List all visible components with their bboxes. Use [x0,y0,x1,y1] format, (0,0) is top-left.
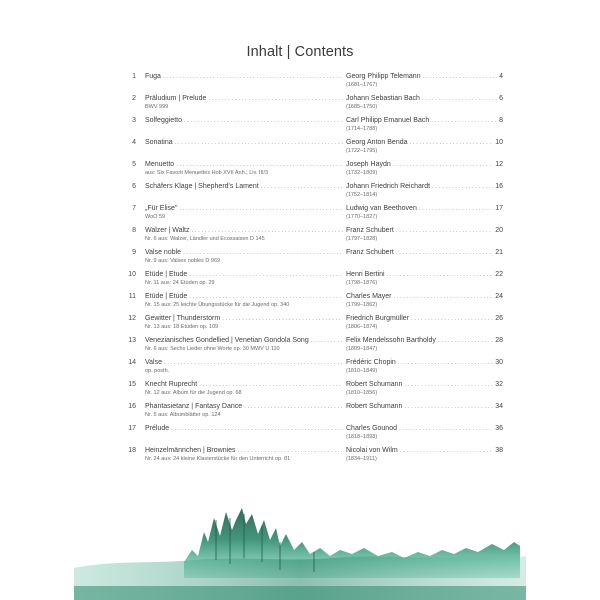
entry-page-number: 34 [495,403,503,410]
dot-leader [423,73,498,82]
dot-leader [171,425,343,434]
entry-title: Prélude [145,425,170,432]
entry-subtitle: Nr. 11 aus: 24 Etüden op. 29 [145,280,215,286]
entry-title: Phantasietanz | Fantasy Dance [145,403,243,410]
dot-leader [432,183,493,192]
toc-entry[interactable] [74,270,526,292]
dot-leader [431,117,497,126]
dot-leader [222,315,343,324]
dot-leader [164,359,343,368]
dot-leader [189,271,343,280]
toc-entry[interactable] [74,314,526,336]
entry-title: Gewitter | Thunderstorm [145,315,221,322]
dot-leader [199,381,343,390]
entry-number: 7 [132,205,136,212]
dot-leader [184,117,343,126]
entry-title-block [145,182,345,204]
entry-composer: Georg Philipp Telemann [346,73,421,80]
entry-page-number: 6 [499,95,503,102]
entry-title: Präludium | Prelude [145,95,207,102]
entry-composer-block [346,292,503,314]
entry-composer-block [346,94,503,116]
dot-leader [398,359,493,368]
entry-composer: Henri Bertini [346,271,385,278]
toc-entry[interactable] [74,292,526,314]
entry-page-number: 17 [495,205,503,212]
toc-entry[interactable] [74,424,526,446]
toc-entry[interactable] [74,160,526,182]
entry-title: Menuetto [145,161,175,168]
dot-leader [238,447,343,456]
entry-title-block [145,292,345,314]
entry-title: Solfeggietto [145,117,182,124]
entry-title: Heinzelmännchen | Brownies [145,447,236,454]
dot-leader [410,139,494,148]
entry-page-number: 4 [499,73,503,80]
dot-leader [176,161,343,170]
entry-page-number: 28 [495,337,503,344]
entry-composer: Robert Schumann [346,403,403,410]
entry-composer-block [346,248,503,270]
entry-number: 9 [132,249,136,256]
dot-leader [396,227,493,236]
entry-subtitle: Nr. 9 aus: Valses nobles D 969 [145,258,221,264]
entry-composer-dates: (1722–1795) [346,148,378,154]
entry-composer-dates: (1732–1809) [346,170,378,176]
entry-number: 17 [128,425,136,432]
entry-composer-dates: (1797–1828) [346,236,378,242]
dot-leader [396,249,493,258]
entry-composer-block [346,358,503,380]
entry-title-block [145,358,345,380]
entry-composer-dates: (1752–1814) [346,192,378,198]
dot-leader [163,73,343,82]
dot-leader [419,205,493,214]
entry-number: 15 [128,381,136,388]
dot-leader [244,403,343,412]
entry-composer-block [346,424,503,446]
entry-composer-dates: (1810–1856) [346,390,378,396]
entry-composer: Felix Mendelssohn Bartholdy [346,337,436,344]
entry-composer-dates: (1798–1876) [346,280,378,286]
dot-leader [404,403,493,412]
entry-composer: Friedrich Burgmüller [346,315,410,322]
entry-title: Valse noble [145,249,182,256]
entry-title-block [145,402,345,424]
entry-page-number: 21 [495,249,503,256]
entry-composer: Franz Schubert [346,249,394,256]
entry-composer: Georg Anton Benda [346,139,408,146]
toc-entry[interactable] [74,380,526,402]
entry-composer: Robert Schumann [346,381,403,388]
ink-base [74,586,526,600]
entry-title-block [145,270,345,292]
entry-subtitle: op. posth. [145,368,170,374]
entry-composer-dates: (1809–1847) [346,346,378,352]
entry-subtitle: WoO 59 [145,214,166,220]
entry-composer: Charles Mayer [346,293,392,300]
dot-leader [261,183,343,192]
entry-title-block [145,248,345,270]
entry-subtitle: Nr. 24 aus: 24 kleine Klavierstücke für den Unterricht op. 81 [145,456,291,462]
entry-title-block [145,424,345,446]
entry-title: Walzer | Waltz [145,227,190,234]
entry-title: Schäfers Klage | Shepherd's Lament [145,183,259,190]
entry-page-number: 10 [495,139,503,146]
entry-composer-dates: (1834–1911) [346,456,377,462]
entry-composer: Nicolai von Wilm [346,447,398,454]
dot-leader [404,381,493,390]
entry-composer-dates: (1770–1827) [346,214,378,220]
entry-composer: Carl Philipp Emanuel Bach [346,117,430,124]
dot-leader [175,139,343,148]
entry-composer-block [346,72,503,94]
entry-title-block [145,314,345,336]
contents-page [74,0,526,600]
entry-composer-block [346,380,503,402]
toc-entry[interactable] [74,336,526,358]
entry-title: Sonatina [145,139,173,146]
toc-entry[interactable] [74,204,526,226]
entry-title-block [145,204,345,226]
dot-leader [438,337,493,346]
dot-leader [393,161,493,170]
entry-composer-block [346,160,503,182]
dot-leader [411,315,493,324]
entry-composer-block [346,336,503,358]
entry-composer-block [346,402,503,424]
entry-title-block [145,94,345,116]
toc-entry[interactable] [74,248,526,270]
entry-composer: Frédéric Chopin [346,359,396,366]
entry-title-block [145,160,345,182]
entry-title-block [145,226,345,248]
dot-leader [399,425,493,434]
toc-entry[interactable] [74,182,526,204]
dot-leader [422,95,497,104]
entry-title-block [145,380,345,402]
dot-leader [191,227,343,236]
entry-page-number: 20 [495,227,503,234]
toc-entry[interactable] [74,226,526,248]
dot-leader [189,293,343,302]
entry-number: 6 [132,183,136,190]
entry-composer: Johann Friedrich Reichardt [346,183,431,190]
dot-leader [208,95,343,104]
toc-entry[interactable] [74,358,526,380]
entry-composer-dates: (1818–1893) [346,434,378,440]
entry-page-number: 30 [495,359,503,366]
entry-page-number: 26 [495,315,503,322]
entry-composer: Franz Schubert [346,227,394,234]
entry-composer-block [346,204,503,226]
entry-composer-dates: (1806–1874) [346,324,378,330]
entry-page-number: 12 [495,161,503,168]
dot-leader [394,293,494,302]
toc-entry[interactable] [74,402,526,424]
toc-entry[interactable] [74,446,526,468]
entry-page-number: 38 [495,447,503,454]
entry-number: 8 [132,227,136,234]
entry-number: 16 [128,403,136,410]
entry-title-block [145,72,345,94]
entry-number: 14 [128,359,136,366]
entry-number: 10 [128,271,136,278]
entry-number: 3 [132,117,136,124]
entry-subtitle: Nr. 6 aus: Walzer, Ländler und Ecossaisen D 145 [145,236,265,242]
dot-leader [183,249,343,258]
entry-number: 2 [132,95,136,102]
page-title: Inhalt | Contents [246,44,354,60]
entry-composer-dates: (1685–1750) [346,104,378,110]
entry-page-number: 8 [499,117,503,124]
toc-entry[interactable] [74,72,526,94]
entry-composer-dates: (1714–1788) [346,126,378,132]
entry-subtitle: BWV 999 [145,104,169,110]
entry-subtitle: aus: Six Favorit Menuettes Hob XVII Anh., Liv. III/3 [145,170,269,176]
dot-leader [311,337,343,346]
entry-composer: Charles Gounod [346,425,397,432]
entry-composer-block [346,182,503,204]
entry-number: 5 [132,161,136,168]
entry-composer-block [346,138,503,160]
entry-title: Venezianisches Gondellied | Venetian Gondola Song [145,337,309,344]
entry-number: 1 [132,73,136,80]
entry-subtitle: Nr. 13 aus: 18 Etüden op. 109 [145,324,219,330]
entry-number: 13 [128,337,136,344]
dot-leader [400,447,493,456]
entry-title: „Für Elise" [145,205,178,212]
entry-title: Etüde | Etude [145,271,188,278]
toc-entry[interactable] [74,116,526,138]
dot-leader [387,271,494,280]
entry-title-block [145,138,345,160]
entry-page-number: 32 [495,381,503,388]
entry-page-number: 36 [495,425,503,432]
entry-composer: Joseph Haydn [346,161,391,168]
dot-leader [179,205,343,214]
entry-composer-dates: (1799–1862) [346,302,378,308]
entry-page-number: 16 [495,183,503,190]
entry-subtitle: Nr. 15 aus: 25 leichte Übungsstücke für die Jugend op. 340 [145,302,290,308]
entry-composer-dates: (1810–1849) [346,368,378,374]
entry-number: 4 [132,139,136,146]
entry-composer-block [346,314,503,336]
watercolor-landscape-illustration [74,490,526,600]
entry-composer: Johann Sebastian Bach [346,95,420,102]
entry-title-block [145,336,345,358]
entry-title-block [145,446,345,468]
entry-number: 18 [128,447,136,454]
toc-entry[interactable] [74,138,526,160]
entry-composer-block [346,226,503,248]
entry-title-block [145,116,345,138]
entry-subtitle: Nr. 6 aus: Sechs Lieder ohne Worte op. 30 MWV U 110 [145,346,280,352]
entry-composer-dates: (1681–1767) [346,82,378,88]
entry-number: 11 [128,293,136,300]
entry-composer: Ludwig van Beethoven [346,205,417,212]
entry-title: Fuga [145,73,161,80]
entry-composer-block [346,116,503,138]
entry-composer-block [346,446,503,468]
entry-title: Etüde | Etude [145,293,188,300]
entry-page-number: 24 [495,293,503,300]
entry-subtitle: Nr. 5 aus: Albumblätter op. 124 [145,412,221,418]
entry-title: Knecht Ruprecht [145,381,198,388]
entry-title: Valse [145,359,162,366]
entry-page-number: 22 [495,271,503,278]
entry-number: 12 [128,315,136,322]
toc-entry[interactable] [74,94,526,116]
entry-composer-block [346,270,503,292]
entry-subtitle: Nr. 12 aus: Album für die Jugend op. 68 [145,390,242,396]
